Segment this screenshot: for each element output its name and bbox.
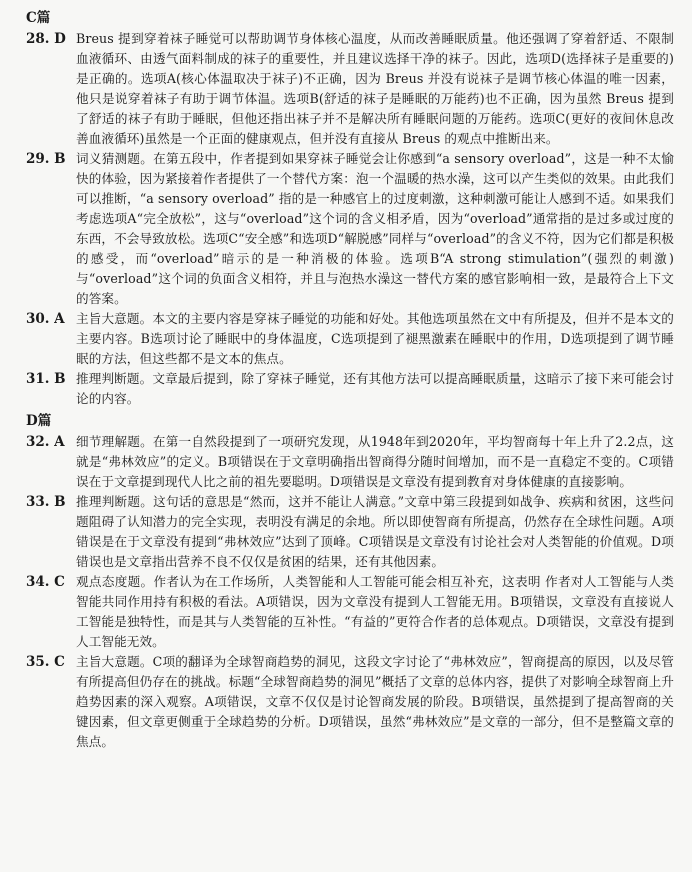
answer-item-34 (26, 572, 674, 652)
answer-number: 29. B (26, 151, 66, 167)
answer-number: 31. B (26, 371, 66, 387)
answer-explanation: 细节理解题。在第一自然段提到了一项研究发现，从1948年到2020年，平均智商每十年上升了2.2点，这就是“弗林效应”的定义。B项错误在于文章明确指出智商得分随时间增加，而不是一直稳定不变的。C项错误在于文章提到现代人比之前的祖先要聪明。D项错误是文章没有提到教育对身体健康的直接影响。 (76, 434, 674, 489)
answer-number: 34. C (26, 574, 65, 590)
section-c-title: C篇 (26, 10, 51, 26)
answer-number: 30. A (26, 311, 65, 327)
answer-explanation: 观点态度题。作者认为在工作场所，人类智能和人工智能可能会相互补充，这表明 作者对人工智能与人类智能共同作用持有积极的看法。A项错误，因为文章没有提到人工智能无用。B项错误，文章没有直接说人工智能是独特性，而是其与人类智能的互补性。“有益的”更符合作者的总体观点。D项错误，文章没有提到人工智能无效。 (76, 574, 674, 649)
answer-explanation: 主旨大意题。C项的翻译为全球智商趋势的洞见，这段文字讨论了“弗林效应”，智商提高的原因，以及尽管有所提高但仍存在的挑战。标题“全球智商趋势的洞见”概括了文章的总体内容，提供了对影响全球智商上升趋势因素的深入观察。A项错误，文章不仅仅是讨论智商发展的阶段。B项错误，虽然提到了提高智商的关键因素，但文章更侧重于全球趋势的分析。D项错误，虽然“弗林效应”是文章的一部分，但不是整篇文章的焦点。 (76, 654, 674, 749)
answer-number: 35. C (26, 654, 65, 670)
answer-explanation: 推理判断题。文章最后提到，除了穿袜子睡觉，还有其他方法可以提高睡眠质量，这暗示了接下来可能会讨论的内容。 (76, 371, 674, 406)
answer-number: 33. B (26, 494, 66, 510)
answer-item-28 (26, 29, 674, 149)
answer-item-29 (26, 149, 674, 309)
answer-explanation: 主旨大意题。本文的主要内容是穿袜子睡觉的功能和好处。其他选项虽然在文中有所提及，但并不是本文的主要内容。B选项讨论了睡眠中的身体温度，C选项提到了褪黑激素在睡眠中的作用，D选项提到了调节睡眠的方法，但这些都不是文本的焦点。 (76, 311, 674, 366)
answer-item-32 (26, 432, 674, 492)
answer-number: 32. A (26, 434, 65, 450)
section-d-title: D篇 (26, 413, 52, 429)
answer-item-35 (26, 652, 674, 752)
answer-item-33 (26, 492, 674, 572)
answer-explanation: 词义猜测题。在第五段中，作者提到如果穿袜子睡觉会让你感到“a sensory overload”，这是一种不太愉快的体验，因为紧接着作者提供了一个替代方案：泡一个温暖的热水澡，这可以产生类似的效果。由此我们可以推断，“a sensory overload” 指的是一种感官上的过度刺激，这种刺激可能让人感到不适。如果我们考虑选项A“完全放松”，这与“overload”这个词的含义相矛盾，因为“overload”通常指的是过多或过度的东西，不会导致放松。选项C“安全感”和选项D“解脱感”同样与“overload”的含义不符，因为它们都是积极的感受，而“overload”暗示的是一种消极的体验。选项B“A strong stimulation”(强烈的刺激)与“overload”这个词的负面含义相符，并且与泡热水澡这一替代方案的感官影响相一致，是最符合上下文的答案。 (76, 151, 674, 306)
answer-number: 28. D (26, 31, 66, 47)
answer-item-30 (26, 309, 674, 369)
answer-explanation: 推理判断题。这句话的意思是“然而，这并不能让人满意。”文章中第三段提到如战争、疾病和贫困，这些问题阻碍了认知潜力的完全实现，表明没有满足的余地。所以即使智商有所提高，仍然存在全球性问题。A项错误是在于文章没有提到“弗林效应”达到了顶峰。C项错误是文章没有讨论社会对人类智能的价值观。D项错误也是文章指出营养不良不仅仅是贫困的结果，还有其他因素。 (76, 494, 674, 569)
answer-explanation: Breus 提到穿着袜子睡觉可以帮助调节身体核心温度，从而改善睡眠质量。他还强调了穿着舒适、不限制血液循环、由透气面料制成的袜子的重要性，并且建议选择干净的袜子。因此，选项D(选择袜子是重要的)是正确的。选项A(核心体温取决于袜子)不正确，因为 Breus 并没有说袜子是调节核心体温的唯一因素，他只是说穿着袜子有助于调节体温。选项B(舒适的袜子是睡眠的万能药)也不正确，因为虽然 Breus 提到了舒适的袜子有助于睡眠，但他还指出袜子并不是解决所有睡眠问题的万能药。选项C(更好的夜间休息改善血液循环)虽然是一个正面的健康观点，但并没有直接从 Breus 的观点中推断出来。 (76, 31, 674, 146)
answer-item-31 (26, 369, 674, 409)
